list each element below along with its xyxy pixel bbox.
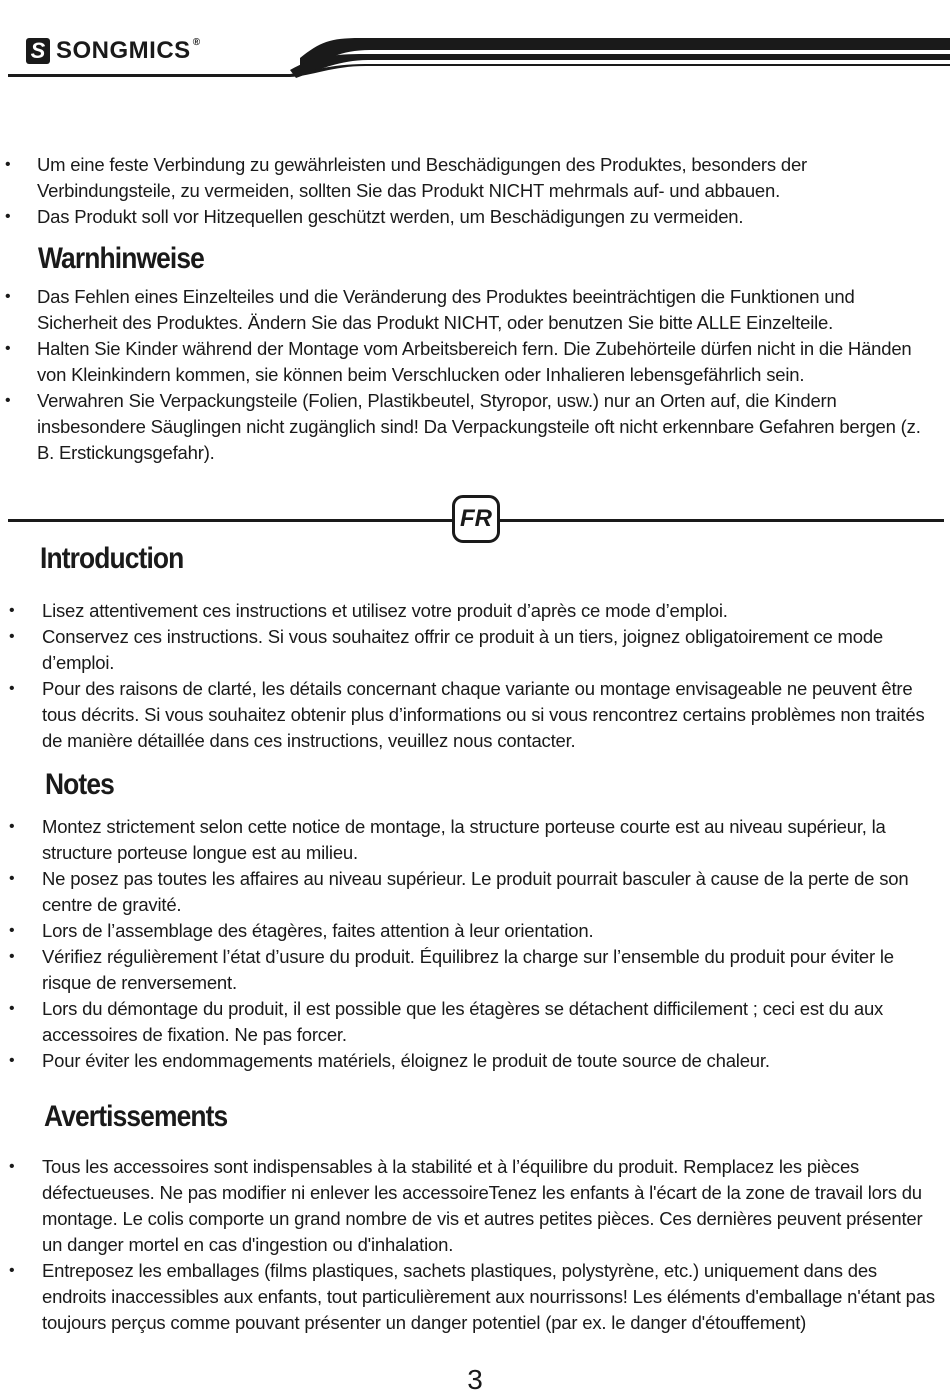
avertissements-list bbox=[0, 1154, 950, 1336]
german-warnings-list bbox=[0, 284, 950, 466]
language-badge: FR bbox=[452, 495, 500, 543]
list-item: • Verwahren Sie Verpackungsteile (Folien, Plastikbeutel, Styropor, usw.) nur an Orten auf, die Kindern insbesondere Säuglingen nicht zugänglich sind! Da Verpackungsteile oft nicht erkennbare Gefahren bergen (z. B. Erstickungsgefahr). bbox=[0, 388, 950, 466]
logo-mark-icon: S bbox=[26, 38, 50, 64]
notes-heading: Notes bbox=[45, 768, 114, 801]
list-item: • Conservez ces instructions. Si vous souhaitez offrir ce produit à un tiers, joignez obligatoirement ce mode d’emploi. bbox=[0, 624, 950, 676]
list-item: • Ne posez pas toutes les affaires au niveau supérieur. Le produit pourrait basculer à cause de la perte de son centre de gravité. bbox=[0, 866, 950, 918]
warnhinweise-heading: Warnhinweise bbox=[38, 242, 204, 275]
list-item: • Das Fehlen eines Einzelteiles und die Veränderung des Produktes beeinträchtigen die Funktionen und Sicherheit des Produktes. Ändern Sie das Produkt NICHT, oder benutzen Sie bitte ALLE Einzelteile. bbox=[0, 284, 950, 336]
list-item: • Um eine feste Verbindung zu gewährleisten und Beschädigungen des Produktes, besonders der Verbindungsteile, zu vermeiden, sollten Sie das Produkt NICHT mehrmals auf- und abbauen. bbox=[0, 152, 950, 204]
list-item: • Lisez attentivement ces instructions et utilisez votre produit d’après ce mode d’emploi. bbox=[0, 598, 950, 624]
notes-list bbox=[0, 814, 950, 1074]
german-intro-list bbox=[0, 152, 950, 230]
list-item: • Halten Sie Kinder während der Montage vom Arbeitsbereich fern. Die Zubehörteile dürfen nicht in die Händen von Kleinkindern kommen, sie können beim Verschlucken oder Inhalieren lebensgefährlich sein. bbox=[0, 336, 950, 388]
list-item: • Montez strictement selon cette notice de montage, la structure porteuse courte est au niveau supérieur, la structure porteuse longue est au milieu. bbox=[0, 814, 950, 866]
list-item: • Das Produkt soll vor Hitzequellen geschützt werden, um Beschädigungen zu vermeiden. bbox=[0, 204, 950, 230]
list-item: • Pour éviter les endommagements matériels, éloignez le produit de toute source de chaleur. bbox=[0, 1048, 950, 1074]
list-item: • Lors de l’assemblage des étagères, faites attention à leur orientation. bbox=[0, 918, 950, 944]
list-item: • Pour des raisons de clarté, les détails concernant chaque variante ou montage envisageable ne peuvent être tous décrits. Si vous souhaitez obtenir plus d’informations ou si vous rencontrez certains problèmes non traités de manière détaillée dans ces instructions, veuillez nous contacter. bbox=[0, 676, 950, 754]
list-item: • Entreposez les emballages (films plastiques, sachets plastiques, polystyrène, etc.) uniquement dans des endroits inaccessibles aux enfants, tout particulièrement aux nourrissons! Les éléments d'emballage n'étant pas toujours perçus comme pouvant présenter un danger potentiel (par ex. le danger d'étouffement) bbox=[0, 1258, 950, 1336]
introduction-list bbox=[0, 598, 950, 754]
list-item: • Tous les accessoires sont indispensables à la stabilité et à l’équilibre du produit. Remplacez les pièces défectueuses. Ne pas modifier ni enlever les accessoireTenez les enfants à l'écart de la zone de travail lors du montage. Le colis comporte un grand nombre de vis et autres petites pièces. Ces dernières peuvent présenter un danger mortel en cas d'ingestion ou d'inhalation. bbox=[0, 1154, 950, 1258]
avertissements-heading: Avertissements bbox=[44, 1100, 228, 1133]
page-number: 3 bbox=[467, 1364, 483, 1395]
list-item: • Lors du démontage du produit, il est possible que les étagères se détachent difficilement ; ceci est du aux accessoires de fixation. Ne pas forcer. bbox=[0, 996, 950, 1048]
introduction-heading: Introduction bbox=[40, 542, 184, 575]
songmics-logo bbox=[26, 36, 201, 66]
page-header bbox=[0, 0, 950, 90]
german-section bbox=[0, 152, 950, 466]
brand-name: SONGMICS ® bbox=[56, 37, 201, 64]
list-item: • Vérifiez régulièrement l’état d’usure du produit. Équilibrez la charge sur l’ensemble du produit pour éviter le risque de renversement. bbox=[0, 944, 950, 996]
